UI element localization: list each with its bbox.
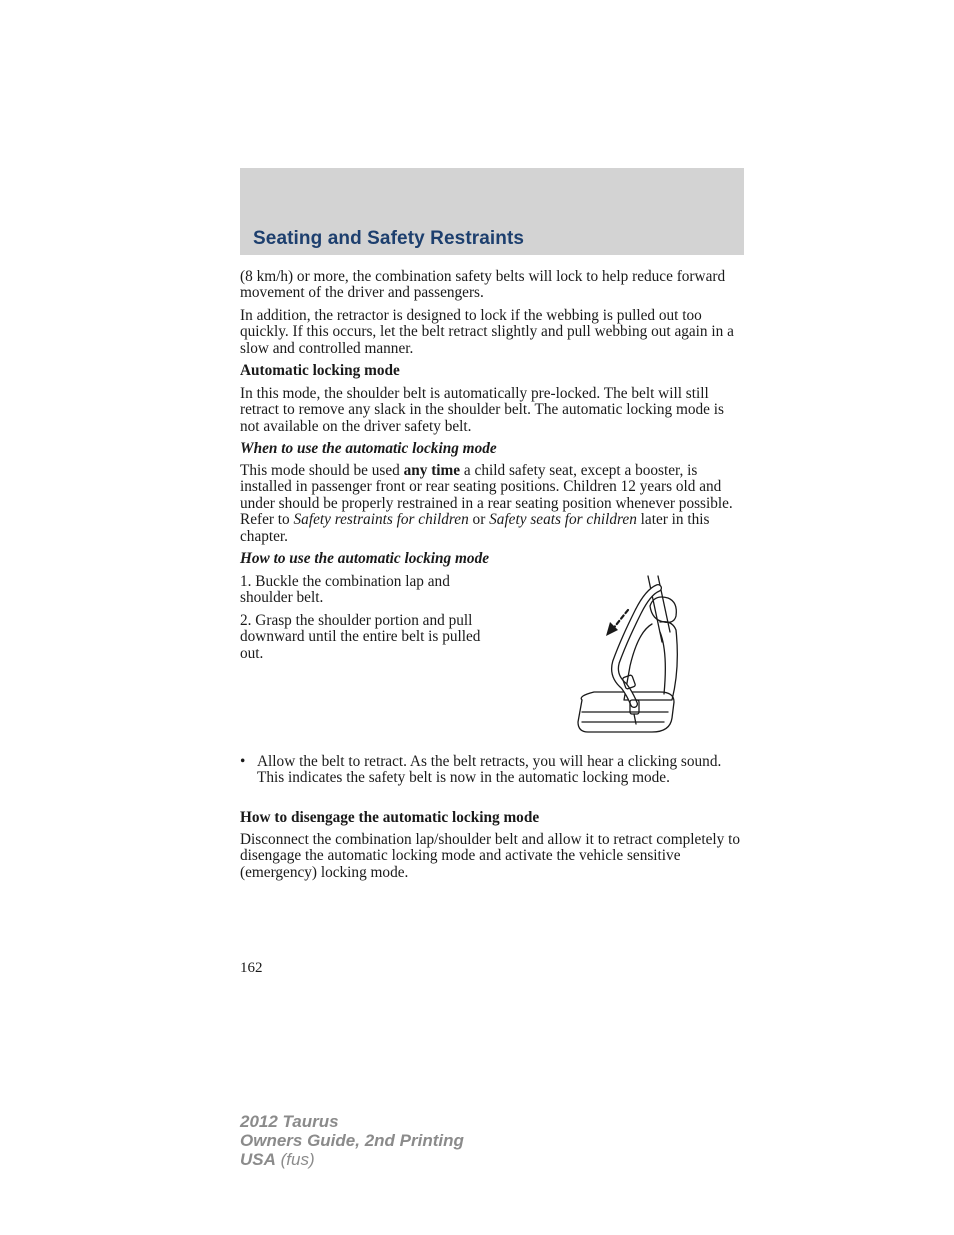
p4-text-d: later in this chapter. (240, 511, 710, 545)
reference-safety-seats-children: Safety seats for children (489, 511, 637, 529)
heading-how-to-disengage: How to disengage the automatic locking mode (240, 809, 540, 826)
paragraph-retractor: In addition, the retractor is designed to lock if the webbing is pulled out too quickly. If this occurs, let the belt retract slightly and pull webbing out again in a slow and controlled manner. (240, 307, 734, 357)
section-title: Seating and Safety Restraints (253, 228, 525, 249)
p4-text-b: a child safety seat, except a booster, is installed in passenger front or rear seating positions. Children 12 years old and under should be properly restrained in a rear seating position whenever possible. Refer to (240, 462, 733, 529)
bullet-marker: • (240, 753, 246, 770)
footer-region: USA (240, 1150, 276, 1169)
heading-automatic-locking-mode: Automatic locking mode (240, 362, 400, 379)
paragraph-speed-lock: (8 km/h) or more, the combination safety belts will lock to help reduce forward movement of the driver and passengers. (240, 268, 726, 302)
footer (240, 1112, 464, 1169)
paragraph-when-to-use (240, 463, 745, 545)
list-item-retract (240, 754, 745, 787)
bullet-text: Allow the belt to retract. As the belt retracts, you will hear a clicking sound. This indicates the safety belt is now in the automatic locking mode. (257, 753, 722, 787)
reference-safety-restraints-children: Safety restraints for children (293, 511, 469, 529)
footer-line-model: 2012 Taurus (240, 1112, 339, 1131)
footer-region-code: (fus) (275, 1150, 315, 1169)
step-1: 1. Buckle the combination lap and shoulder belt. (240, 573, 450, 607)
p4-text-a: This mode should be used (240, 462, 404, 479)
heading-how-to-use: How to use the automatic locking mode (240, 550, 490, 567)
footer-line-region (240, 1150, 464, 1169)
paragraph-automatic-mode: In this mode, the shoulder belt is automatically pre-locked. The belt will still retract to remove any slack in the shoulder belt. The automatic locking mode is not available on the driver safety belt. (240, 385, 724, 435)
p4-any-time: any time (403, 462, 461, 479)
step-2: 2. Grasp the shoulder portion and pull downward until the entire belt is pulled out. (240, 612, 481, 662)
paragraph-disengage: Disconnect the combination lap/shoulder belt and allow it to retract completely to disengage the automatic locking mode and activate the vehicle sensitive (emergency) locking mode. (240, 831, 740, 881)
p4-text-c: or (468, 511, 490, 529)
footer-line-guide: Owners Guide, 2nd Printing (240, 1131, 464, 1150)
page-number: 162 (240, 960, 263, 976)
heading-when-to-use: When to use the automatic locking mode (240, 440, 497, 457)
seat-belt-illustration-icon (568, 572, 688, 740)
